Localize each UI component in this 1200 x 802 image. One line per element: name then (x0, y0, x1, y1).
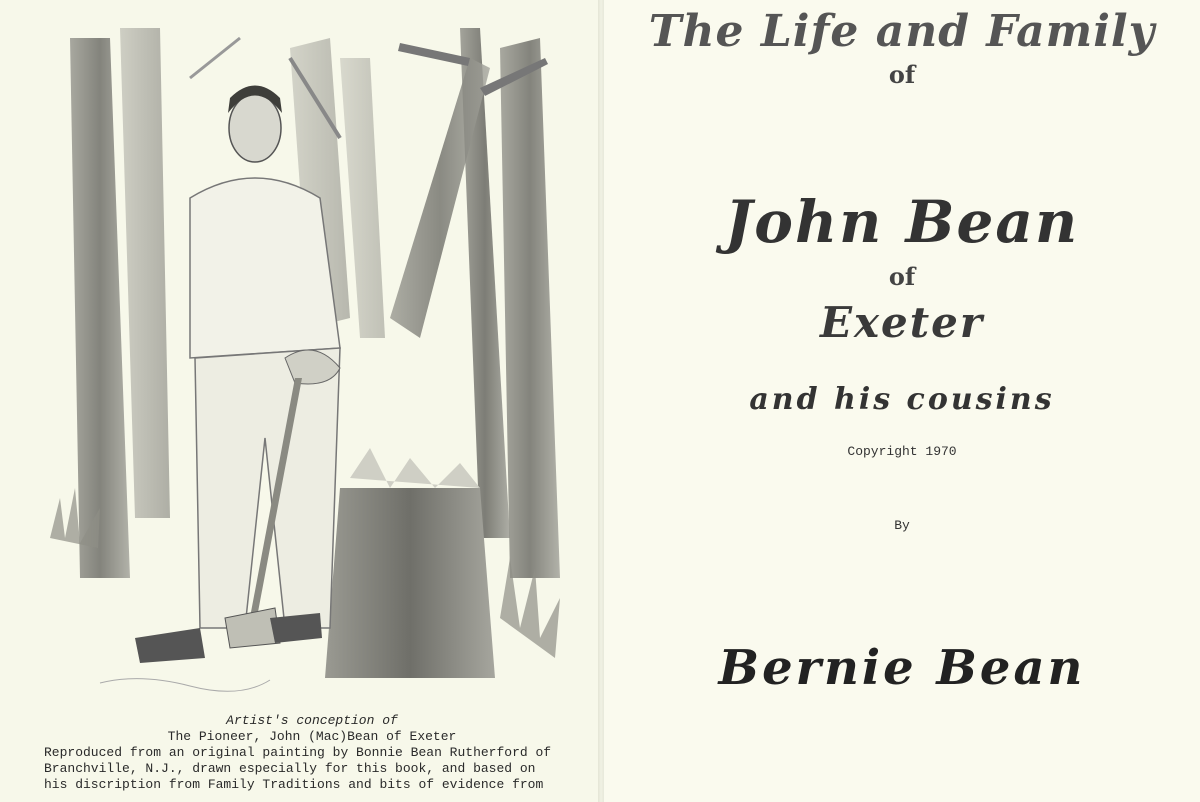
pioneer-illustration (40, 18, 580, 698)
author-name: Bernie Bean (718, 640, 1086, 696)
place-name: Exeter (819, 298, 985, 347)
illustration-caption (44, 713, 580, 793)
caption-line-4: Branchville, N.J., drawn especially for this book, and based on (44, 761, 536, 776)
title-line: The Life and Family (648, 6, 1156, 57)
of-word-1: of (888, 60, 916, 89)
left-page (0, 0, 598, 802)
copyright-notice: Copyright 1970 (847, 444, 957, 459)
caption-line-2: The Pioneer, John (Mac)Bean of Exeter (167, 729, 457, 744)
of-word-2: of (888, 262, 916, 291)
caption-line-5: his discription from Family Traditions and bits of evidence from (44, 777, 544, 792)
subject-name: John Bean (724, 188, 1080, 256)
caption-line-1: Artist's conception of (226, 713, 398, 728)
caption-line-3: Reproduced from an original painting by Bonnie Bean Rutherford of (44, 745, 552, 760)
subtitle: and his cousins (749, 382, 1055, 417)
by-line: By (894, 518, 910, 533)
title-page (604, 0, 1200, 802)
